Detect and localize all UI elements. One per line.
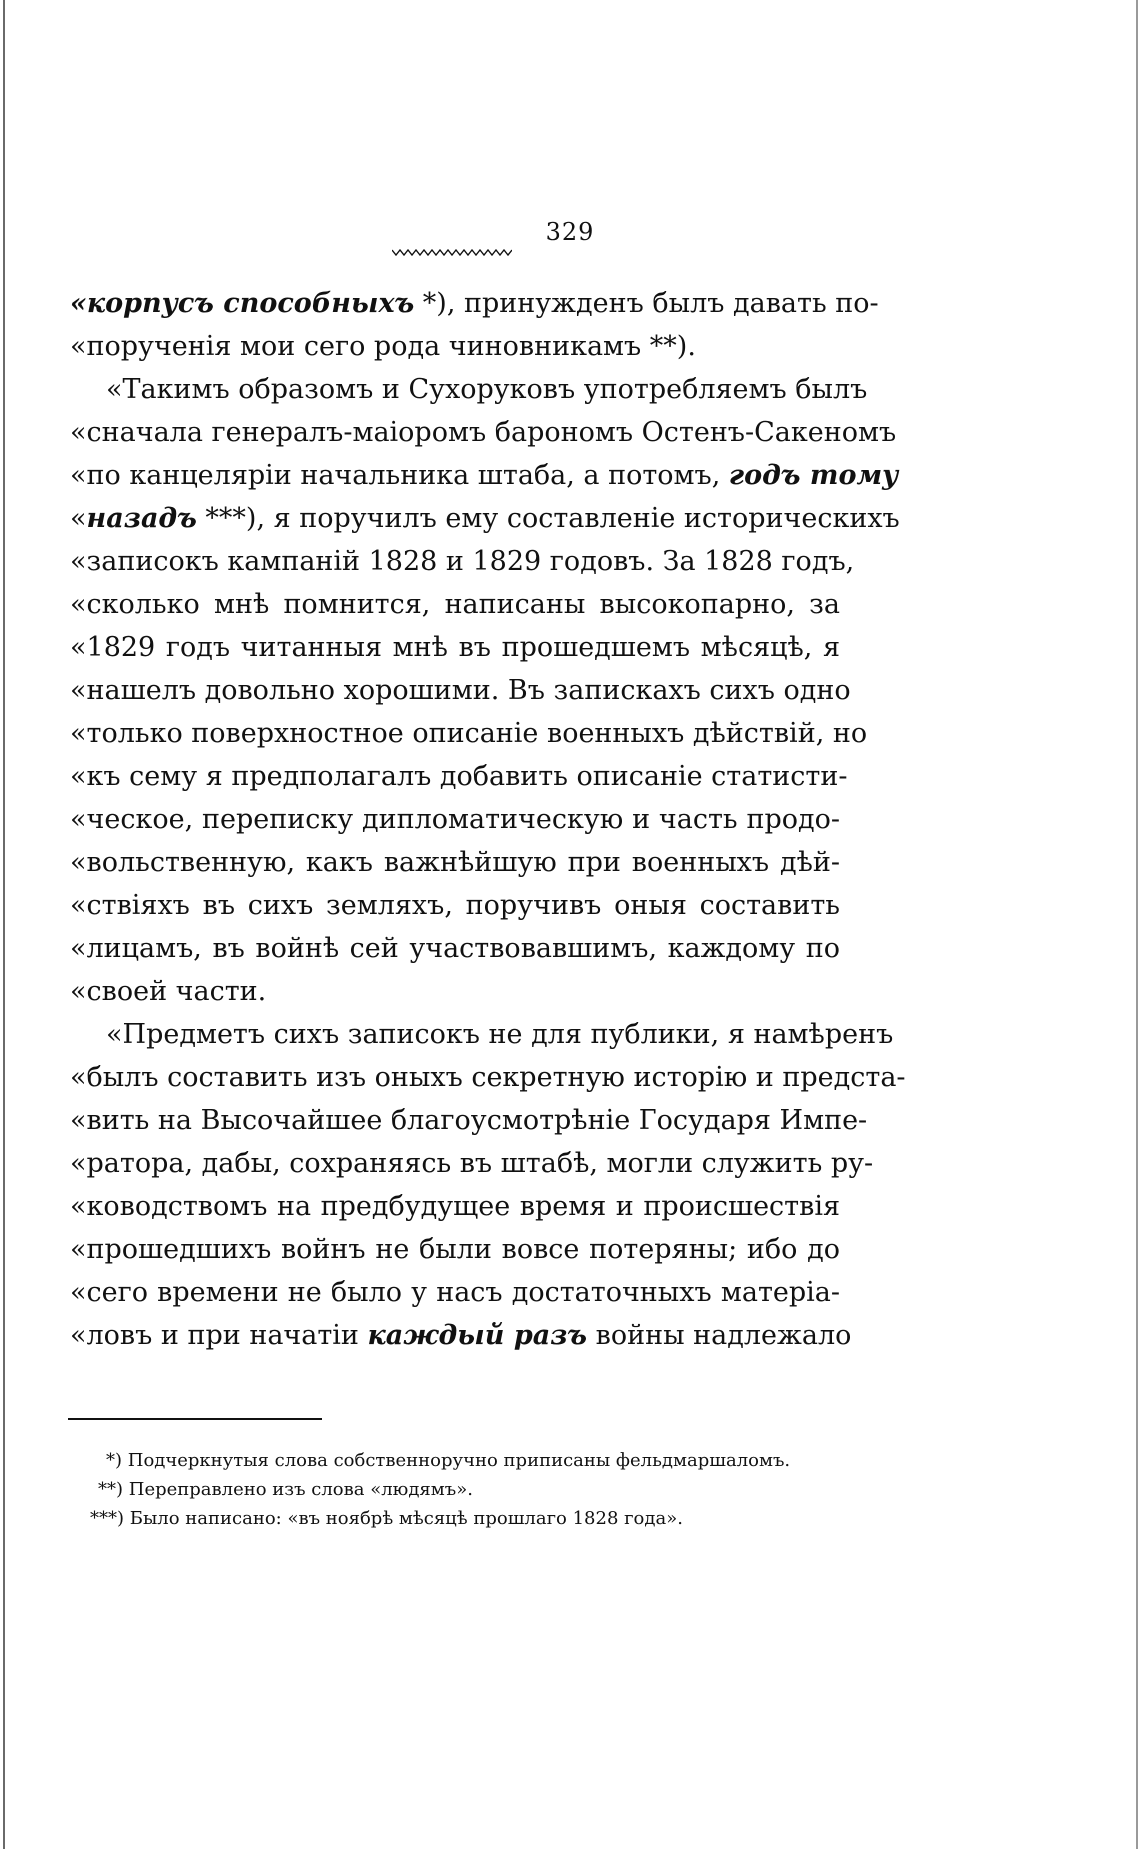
footnote: ***) Было написано: «въ ноябрѣ мѣсяцѣ прошлаго 1828 года». bbox=[90, 1508, 683, 1529]
text-line: «лицамъ, въ войнѣ сей участвовавшимъ, каждому по bbox=[70, 933, 840, 964]
text-line: «къ сему я предполагалъ добавить описаніе статисти- bbox=[70, 761, 848, 792]
text-line: «своей части. bbox=[70, 976, 267, 1007]
scan-edge-left bbox=[3, 0, 5, 1849]
text-line: «сначала генералъ-маіоромъ барономъ Остенъ-Сакеномъ bbox=[70, 417, 897, 448]
text-line: «ствіяхъ въ сихъ земляхъ, поручивъ оныя составить bbox=[70, 890, 840, 921]
scan-edge-right bbox=[1136, 0, 1138, 1849]
text-line: «сего времени не было у насъ достаточныхъ матеріа- bbox=[70, 1277, 840, 1308]
text-line: «по канцеляріи начальника штаба, а потомъ, годъ тому bbox=[70, 460, 899, 491]
text-line: «ратора, дабы, сохраняясь въ штабѣ, могли служить ру- bbox=[70, 1148, 874, 1179]
footnote: **) Переправлено изъ слова «людямъ». bbox=[98, 1479, 473, 1500]
text-line: «ководствомъ на предбудущее время и происшествія bbox=[70, 1191, 840, 1222]
text-line: «назадъ ***), я поручилъ ему составленіе историческихъ bbox=[70, 503, 900, 534]
text-line: «1829 годъ читанныя мнѣ въ прошедшемъ мѣсяцѣ, я bbox=[70, 632, 840, 663]
page-number-ornament bbox=[392, 247, 512, 257]
text-line: «вить на Высочайшее благоусмотрѣніе Государя Импе- bbox=[70, 1105, 868, 1136]
text-line: «нашелъ довольно хорошими. Въ запискахъ сихъ одно bbox=[70, 675, 851, 706]
text-line: «Предметъ сихъ записокъ не для публики, я намѣренъ bbox=[106, 1019, 894, 1050]
body-text bbox=[70, 282, 906, 1357]
text-line: «ческое, переписку дипломатическую и часть продо- bbox=[70, 804, 840, 835]
text-line: «порученія мои сего рода чиновникамъ **). bbox=[70, 331, 696, 362]
text-line: «прошедшихъ войнъ не были вовсе потеряны; ибо до bbox=[70, 1234, 840, 1265]
text-line: «ловъ и при начатіи каждый разъ войны надлежало bbox=[70, 1320, 852, 1351]
text-line: «записокъ кампаній 1828 и 1829 годовъ. За 1828 годъ, bbox=[70, 546, 855, 577]
text-line: «Такимъ образомъ и Сухоруковъ употребляемъ былъ bbox=[106, 374, 868, 405]
footnote-separator bbox=[68, 1418, 322, 1420]
text-line: «былъ составить изъ оныхъ секретную исторію и предста- bbox=[70, 1062, 906, 1093]
text-line: «сколько мнѣ помнится, написаны высокопарно, за bbox=[70, 589, 840, 620]
text-line: «вольственную, какъ важнѣйшую при военныхъ дѣй- bbox=[70, 847, 840, 878]
page-number: 329 bbox=[545, 218, 595, 246]
footnotes bbox=[90, 1446, 850, 1533]
text-line: «только поверхностное описаніе военныхъ дѣйствій, но bbox=[70, 718, 868, 749]
footnote: *) Подчеркнутыя слова собственноручно приписаны фельдмаршаломъ. bbox=[106, 1450, 791, 1471]
text-line: «корпусъ способныхъ *), принужденъ былъ давать по- bbox=[70, 288, 879, 319]
